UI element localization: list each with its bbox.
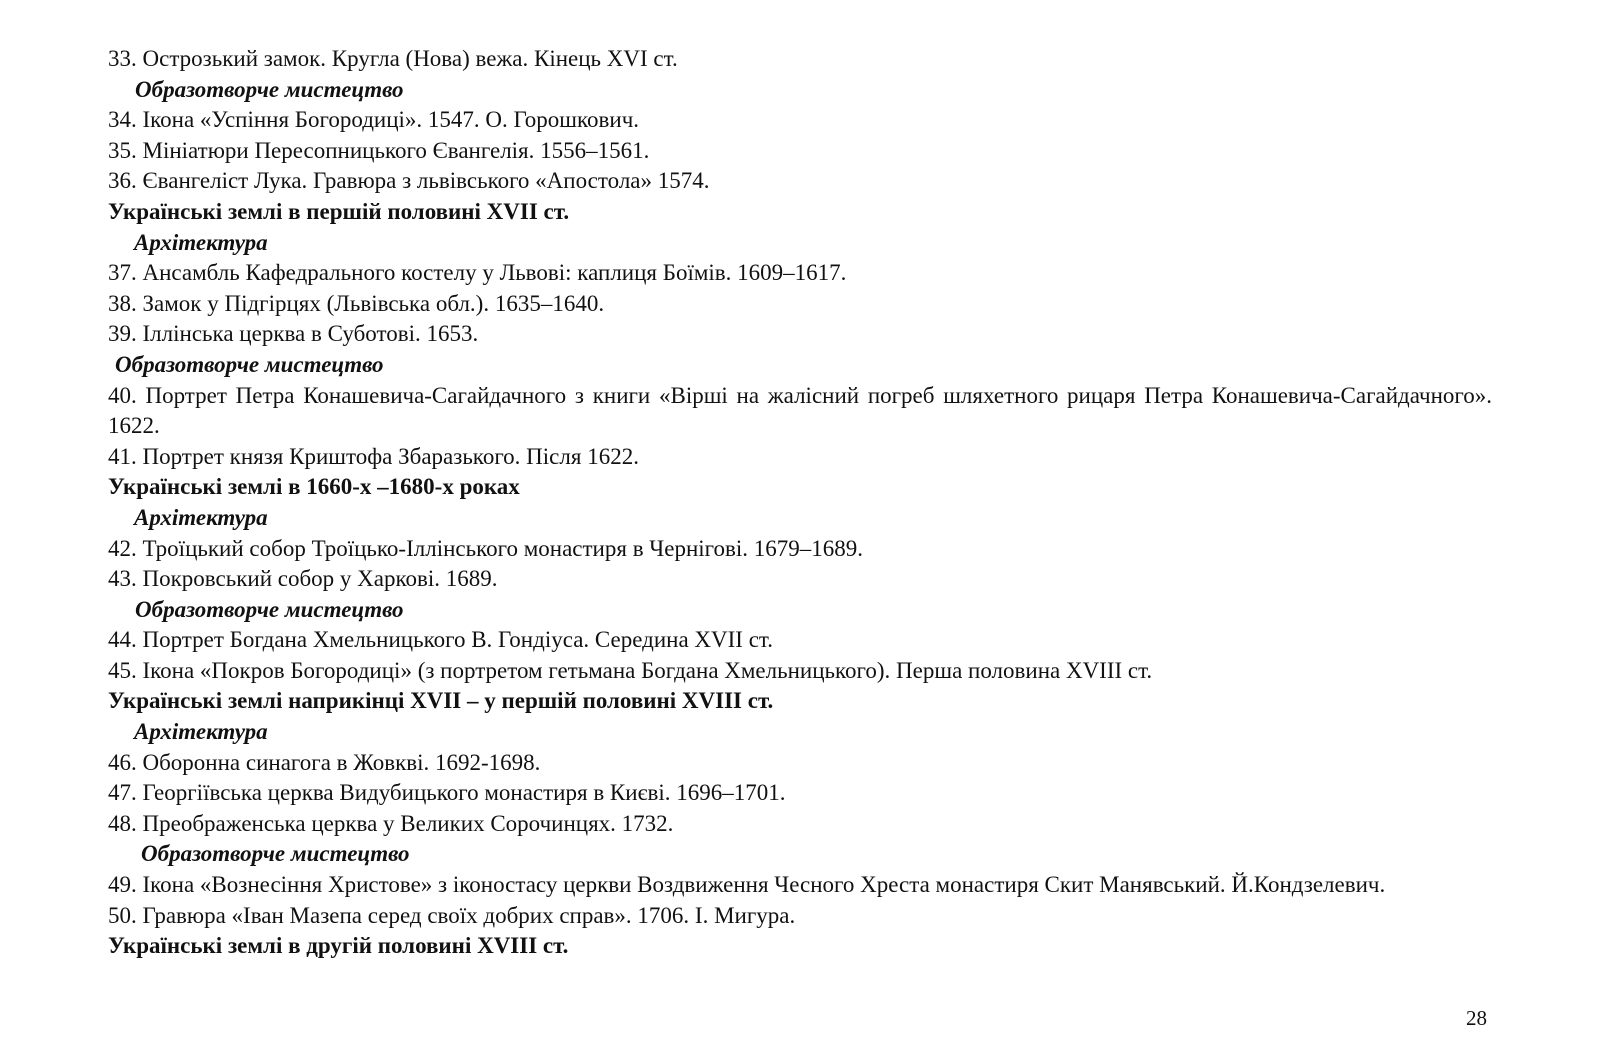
list-item: 35. Мініатюри Пересопницького Євангелія. 1556–1561. xyxy=(108,137,650,163)
subsection-heading: Архітектура xyxy=(134,229,268,255)
subsection-heading: Образотворче мистецтво xyxy=(135,76,404,102)
list-item: 38. Замок у Підгірцях (Львівська обл.). 1635–1640. xyxy=(108,290,605,316)
list-item: 34. Ікона «Успіння Богородиці». 1547. О. Горошкович. xyxy=(108,107,640,133)
section-heading: Українські землі в першій половині XVII ст. xyxy=(108,198,570,224)
list-item: 45. Ікона «Покров Богородиці» (з портретом гетьмана Богдана Хмельницького). Перша половина XVIII ст. xyxy=(108,657,1153,683)
list-item: 44. Портрет Богдана Хмельницького В. Гондіуса. Середина XVII ст. xyxy=(108,627,773,653)
section-heading: Українські землі в другій половині XVIII ст. xyxy=(108,933,569,959)
list-item: 46. Оборонна синагога в Жовкві. 1692-1698. xyxy=(108,749,541,775)
list-item: 47. Георгіївська церква Видубицького монастиря в Києві. 1696–1701. xyxy=(108,780,786,806)
list-item: 50. Гравюра «Іван Мазепа серед своїх добрих справ». 1706. І. Мигура. xyxy=(108,902,796,928)
list-item: 40. Портрет Петра Конашевича-Сагайдачного з книги «Вірші на жалісний погреб шляхетного рицаря Петра Конашевича-Сагайдачного». 1622. xyxy=(108,382,1492,439)
list-item: 37. Ансамбль Кафедрального костелу у Львові: каплиця Боїмів. 1609–1617. xyxy=(108,260,847,286)
subsection-heading: Архітектура xyxy=(134,719,268,745)
page-number: 28 xyxy=(1466,1006,1487,1030)
subsection-heading: Образотворче мистецтво xyxy=(115,351,384,377)
subsection-heading: Образотворче мистецтво xyxy=(135,596,404,622)
subsection-heading: Образотворче мистецтво xyxy=(141,841,410,867)
document-page xyxy=(108,44,1492,962)
section-heading: Українські землі наприкінці XVII – у першій половині XVIII ст. xyxy=(108,688,774,714)
list-item: 42. Троїцький собор Троїцько-Іллінського монастиря в Чернігові. 1679–1689. xyxy=(108,535,864,561)
list-item: 39. Іллінська церква в Суботові. 1653. xyxy=(108,321,479,347)
list-item: 48. Преображенська церква у Великих Сорочинцях. 1732. xyxy=(108,810,674,836)
subsection-heading: Архітектура xyxy=(134,504,268,530)
list-item: 43. Покровський собор у Харкові. 1689. xyxy=(108,566,498,592)
list-item: 36. Євангеліст Лука. Гравюра з львівського «Апостола» 1574. xyxy=(108,168,710,194)
list-item: 41. Портрет князя Криштофа Збаразького. Після 1622. xyxy=(108,443,639,469)
section-heading: Українські землі в 1660-х –1680-х роках xyxy=(108,474,520,500)
list-item: 49. Ікона «Вознесіння Христове» з іконостасу церкви Воздвиження Чесного Хреста монастиря Скит Манявський. Й.Кондзелевич. xyxy=(108,872,1386,898)
list-item: 33. Острозький замок. Кругла (Нова) вежа. Кінець XVI ст. xyxy=(108,46,678,71)
